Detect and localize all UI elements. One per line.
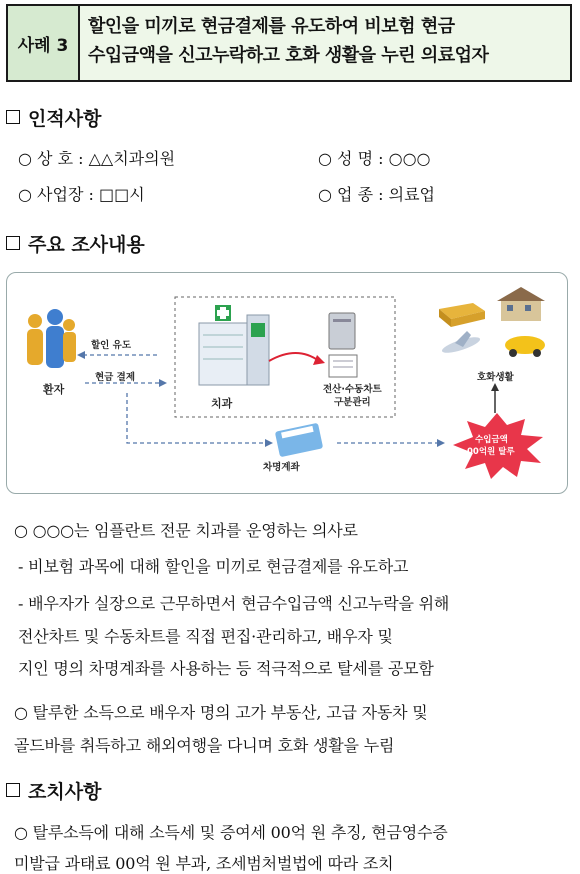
server-icon (329, 313, 355, 349)
case-title (80, 6, 570, 80)
investigation-line: - 비보험 과목에 대해 할인을 미끼로 현금결제를 유도하고 (18, 557, 409, 576)
label-borrowed-account: 차명계좌 (263, 462, 300, 473)
info-name: ○ 성 명 : ○○○ (318, 149, 431, 168)
records-arrow (269, 353, 319, 361)
section-measures (6, 777, 101, 804)
airplane-icon (440, 331, 481, 356)
case-header (6, 4, 572, 82)
label-records: 전산·수동차트 구분관리 (323, 384, 382, 408)
chart-icon (329, 355, 357, 377)
label-clinic: 치과 (211, 397, 233, 410)
section-personal-title: 인적사항 (28, 108, 102, 130)
section-measures-title: 조치사항 (28, 781, 102, 803)
square-bullet-icon (6, 783, 20, 797)
case-title-line2: 수입금액을 신고누락하고 호화 생활을 누린 의료업자 (88, 45, 489, 66)
label-cash-payment: 현금 결제 (95, 372, 136, 383)
account-book-icon (275, 423, 323, 458)
square-bullet-icon (6, 236, 20, 250)
measures-line: 미발급 과태료 00억 원 부과, 조세범처벌법에 따라 조치 (14, 854, 394, 873)
label-luxury: 호화생활 (477, 372, 514, 383)
case-label: 사례 3 (8, 6, 80, 80)
section-investigation (6, 230, 145, 257)
investigation-line: 전산차트 및 수동차트를 직접 편집·관리하고, 배우자 및 (18, 627, 393, 646)
info-business-name: ○ 상 호 : △△치과의원 (18, 149, 176, 168)
info-industry: ○ 업 종 : 의료업 (318, 185, 435, 204)
investigation-line: - 배우자가 실장으로 근무하면서 현금수입금액 신고누락을 위해 (18, 594, 450, 613)
section-personal (6, 104, 101, 131)
gold-bar-icon (439, 303, 485, 327)
label-discount: 할인 유도 (91, 340, 132, 351)
label-patient: 환자 (43, 383, 65, 396)
patient-icon (27, 309, 76, 368)
label-evasion-2: 00억원 탈루 (467, 447, 515, 457)
investigation-line: ○ 탈루한 소득으로 배우자 명의 고가 부동산, 고급 자동차 및 (14, 703, 428, 722)
scheme-diagram (6, 272, 568, 494)
section-investigation-title: 주요 조사내용 (28, 234, 145, 256)
account-flow-line (127, 393, 265, 443)
sports-car-icon (505, 336, 545, 357)
investigation-line: 골드바를 취득하고 해외여행을 다니며 호화 생활을 누림 (14, 736, 395, 755)
house-icon (497, 287, 545, 321)
label-evasion-1: 수입금액 (475, 435, 508, 445)
measures-line: ○ 탈루소득에 대해 소득세 및 증여세 00억 원 추징, 현금영수증 (14, 823, 448, 842)
investigation-line: 지인 명의 차명계좌를 사용하는 등 적극적으로 탈세를 공모함 (18, 659, 434, 678)
case-title-line1: 할인을 미끼로 현금결제를 유도하여 비보험 현금 (88, 16, 455, 37)
info-location: ○ 사업장 : □□시 (18, 185, 145, 204)
square-bullet-icon (6, 110, 20, 124)
hospital-icon (199, 305, 269, 385)
investigation-line: ○ ○○○는 임플란트 전문 치과를 운영하는 의사로 (14, 521, 358, 540)
